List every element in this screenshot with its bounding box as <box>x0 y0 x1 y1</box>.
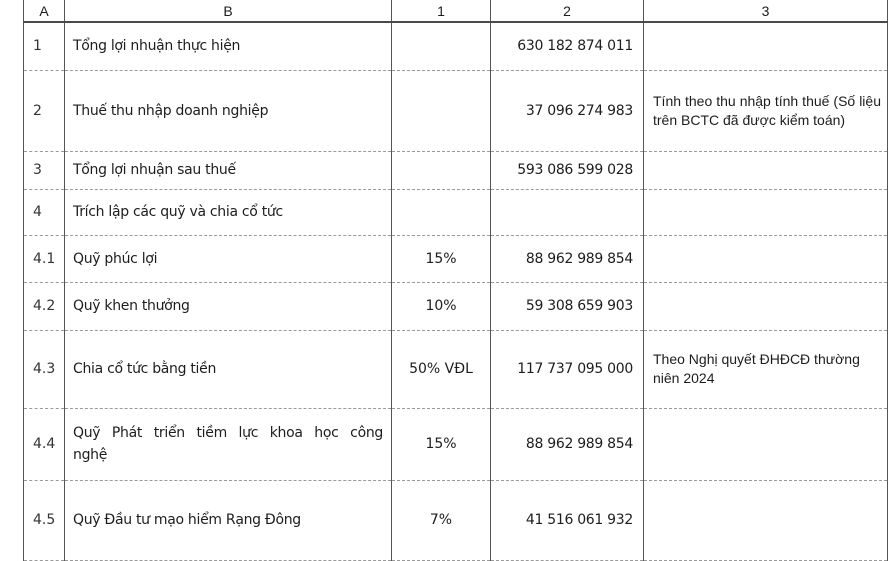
column-header-1: 1 <box>392 0 491 22</box>
row-item-name: Thuế thu nhập doanh nghiệp <box>65 70 392 151</box>
column-header-a: A <box>24 0 65 22</box>
profit-distribution-table <box>23 0 888 561</box>
row-rate: 15% <box>392 408 491 480</box>
row-rate <box>392 189 491 235</box>
row-rate: 50% VĐL <box>392 330 491 408</box>
table-row <box>24 151 888 189</box>
row-index: 4.4 <box>24 408 65 480</box>
row-note <box>644 282 888 330</box>
row-index: 1 <box>24 22 65 70</box>
row-amount: 88 962 989 854 <box>491 235 644 282</box>
column-header-b: B <box>65 0 392 22</box>
row-note <box>644 22 888 70</box>
table-row <box>24 189 888 235</box>
table-row <box>24 330 888 408</box>
row-index: 4.2 <box>24 282 65 330</box>
row-item-name: Quỹ phúc lợi <box>65 235 392 282</box>
row-rate: 15% <box>392 235 491 282</box>
row-index: 4.5 <box>24 480 65 560</box>
table-row <box>24 408 888 480</box>
row-index: 4 <box>24 189 65 235</box>
row-rate <box>392 22 491 70</box>
row-item-name: Quỹ khen thưởng <box>65 282 392 330</box>
row-item-name: Quỹ Phát triển tiềm lực khoa học công nghệ <box>65 408 392 480</box>
column-header-2: 2 <box>491 0 644 22</box>
row-note <box>644 189 888 235</box>
table-row <box>24 70 888 151</box>
row-rate: 7% <box>392 480 491 560</box>
row-amount: 41 516 061 932 <box>491 480 644 560</box>
row-index: 2 <box>24 70 65 151</box>
row-amount: 117 737 095 000 <box>491 330 644 408</box>
row-item-name: Trích lập các quỹ và chia cổ tức <box>65 189 392 235</box>
row-item-name: Quỹ Đầu tư mạo hiểm Rạng Đông <box>65 480 392 560</box>
table-row <box>24 282 888 330</box>
profit-distribution-table-container <box>23 0 887 561</box>
row-note: Tính theo thu nhập tính thuế (Số liệu trên BCTC đã được kiểm toán) <box>644 70 888 151</box>
row-item-name: Tổng lợi nhuận sau thuế <box>65 151 392 189</box>
row-rate <box>392 151 491 189</box>
row-amount: 593 086 599 028 <box>491 151 644 189</box>
row-note: Theo Nghị quyết ĐHĐCĐ thường niên 2024 <box>644 330 888 408</box>
row-amount: 88 962 989 854 <box>491 408 644 480</box>
row-amount: 59 308 659 903 <box>491 282 644 330</box>
row-note <box>644 235 888 282</box>
row-index: 4.3 <box>24 330 65 408</box>
row-note <box>644 151 888 189</box>
row-note <box>644 408 888 480</box>
row-item-name: Tổng lợi nhuận thực hiện <box>65 22 392 70</box>
row-amount: 630 182 874 011 <box>491 22 644 70</box>
row-amount <box>491 189 644 235</box>
row-rate <box>392 70 491 151</box>
table-row <box>24 480 888 560</box>
row-rate: 10% <box>392 282 491 330</box>
table-row <box>24 22 888 70</box>
row-amount: 37 096 274 983 <box>491 70 644 151</box>
header-row <box>24 0 888 22</box>
row-index: 3 <box>24 151 65 189</box>
table-row <box>24 235 888 282</box>
row-note <box>644 480 888 560</box>
row-index: 4.1 <box>24 235 65 282</box>
column-header-3: 3 <box>644 0 888 22</box>
row-item-name: Chia cổ tức bằng tiền <box>65 330 392 408</box>
